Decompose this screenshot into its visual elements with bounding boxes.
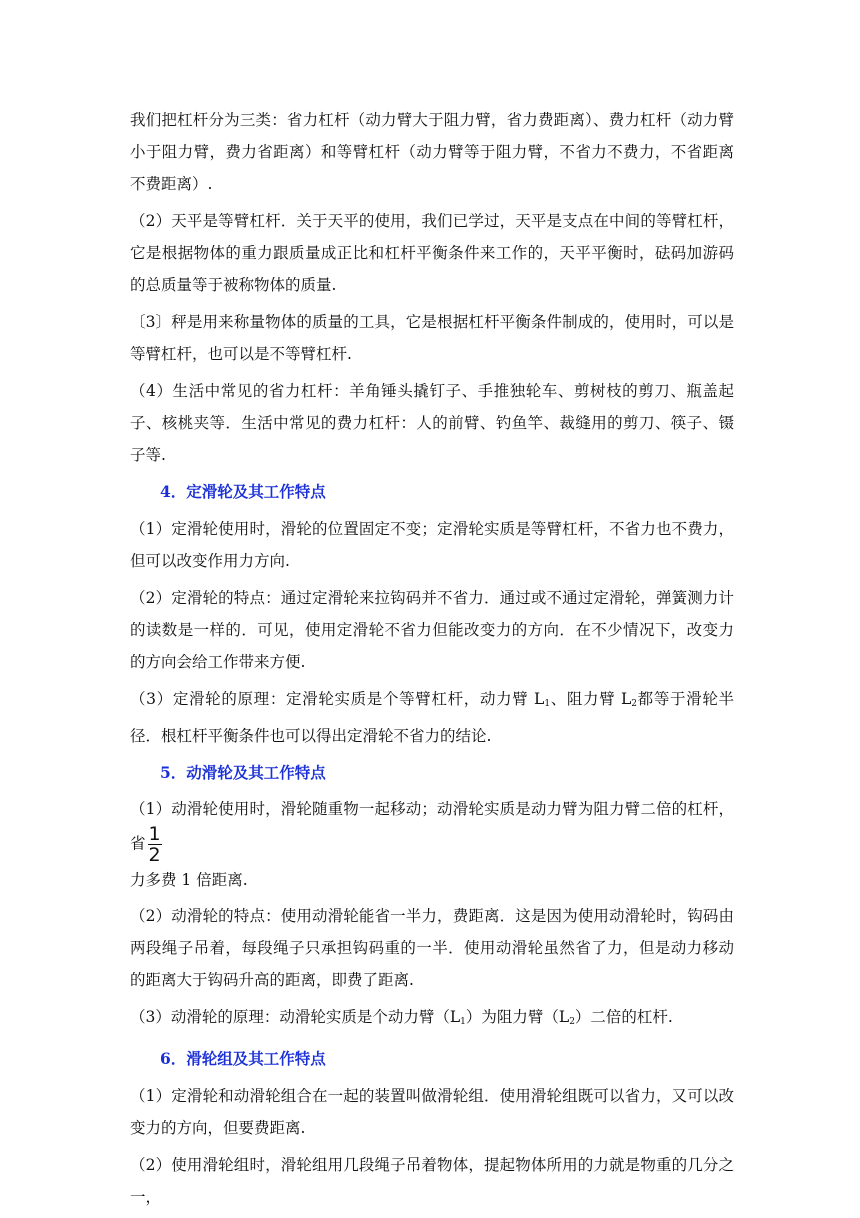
fraction-one-half: [148, 824, 162, 865]
paragraph-fixed-pulley-1: （1）定滑轮使用时，滑轮的位置固定不变；定滑轮实质是等臂杠杆，不省力也不费力，但可以改变作用力方向.: [130, 520, 734, 570]
text-fragment: （3）动滑轮的原理：动滑轮实质是个动力臂（L: [130, 1008, 461, 1026]
text-fragment: ）二倍的杠杆.: [574, 1008, 673, 1026]
paragraph-pulley-block-2: （2）使用滑轮组时，滑轮组用几段绳子吊着物体，提起物体所用的力就是物重的几分之一，: [130, 1156, 734, 1206]
paragraph-movable-pulley-3: [130, 1001, 734, 1038]
paragraph-pulley-block-1: （1）定滑轮和动滑轮组合在一起的装置叫做滑轮组．使用滑轮组既可以省力，又可以改变力的方向，但要费距离.: [130, 1087, 734, 1137]
subscript: 2: [631, 699, 637, 709]
section-heading-movable-pulley: 5．动滑轮及其工作特点: [160, 763, 326, 782]
text-fragment: （1）动滑轮使用时，滑轮随重物一起移动；动滑轮实质是动力臂为阻力臂二倍的杠杆，省: [130, 800, 734, 853]
paragraph-movable-pulley-2: （2）动滑轮的特点：使用动滑轮能省一半力，费距离．这是因为使用动滑轮时，钩码由两段绳子吊着，每段绳子只承担钩码重的一半．使用动滑轮虽然省了力，但是动力移动的距离大于钩码升高的距离，即费了距离.: [130, 907, 734, 989]
paragraph-fixed-pulley-2: （2）定滑轮的特点：通过定滑轮来拉钩码并不省力．通过或不通过定滑轮，弹簧测力计的读数是一样的．可见，使用定滑轮不省力但能改变力的方向．在不少情况下，改变力的方向会给工作带来方便.: [130, 589, 734, 671]
paragraph-movable-pulley-1: [130, 794, 734, 895]
subscript: 2: [569, 1017, 575, 1027]
paragraph-balance: （2）天平是等臂杠杆．关于天平的使用，我们已学过，天平是支点在中间的等臂杠杆，它是根据物体的重力跟质量成正比和杠杆平衡条件来工作的，天平平衡时，砝码加游码的总质量等于被称物体的质量.: [130, 212, 734, 294]
paragraph-lever-types: 我们把杠杆分为三类：省力杠杆（动力臂大于阻力臂，省力费距离）、费力杠杆（动力臂小于阻力臂，费力省距离）和等臂杠杆（动力臂等于阻力臂，不省力不费力，不省距离不费距离）.: [130, 111, 734, 193]
fraction-numerator: 1: [148, 823, 161, 845]
paragraph-common-levers: （4）生活中常见的省力杠杆：羊角锤头撬钉子、手推独轮车、剪树枝的剪刀、瓶盖起子、核桃夹等．生活中常见的费力杠杆：人的前臂、钓鱼竿、裁缝用的剪刀、筷子、镊子等.: [130, 382, 734, 464]
paragraph-steelyard: 〔3〕秤是用来称量物体的质量的工具，它是根据杠杆平衡条件制成的，使用时，可以是等臂杠杆，也可以是不等臂杠杆.: [130, 313, 734, 363]
text-fragment: ）为阻力臂（L: [465, 1008, 570, 1026]
fraction-denominator: 2: [148, 844, 161, 866]
document-body: [130, 104, 734, 1218]
subscript: 1: [544, 699, 551, 709]
text-fragment: 都等于滑轮半径．根杠杆平衡条件也可以得出定滑轮不省力的结论.: [130, 690, 734, 745]
subscript: 1: [460, 1017, 466, 1027]
paragraph-fixed-pulley-3: [130, 683, 734, 752]
text-fragment: 、阻力臂 L: [550, 690, 632, 708]
text-fragment: （3）定滑轮的原理：定滑轮实质是个等臂杠杆，动力臂 L: [130, 690, 545, 708]
section-heading-pulley-block: 6．滑轮组及其工作特点: [160, 1049, 326, 1068]
text-fragment: 力多费 1 倍距离.: [130, 871, 248, 889]
section-heading-fixed-pulley: 4．定滑轮及其工作特点: [160, 482, 326, 501]
